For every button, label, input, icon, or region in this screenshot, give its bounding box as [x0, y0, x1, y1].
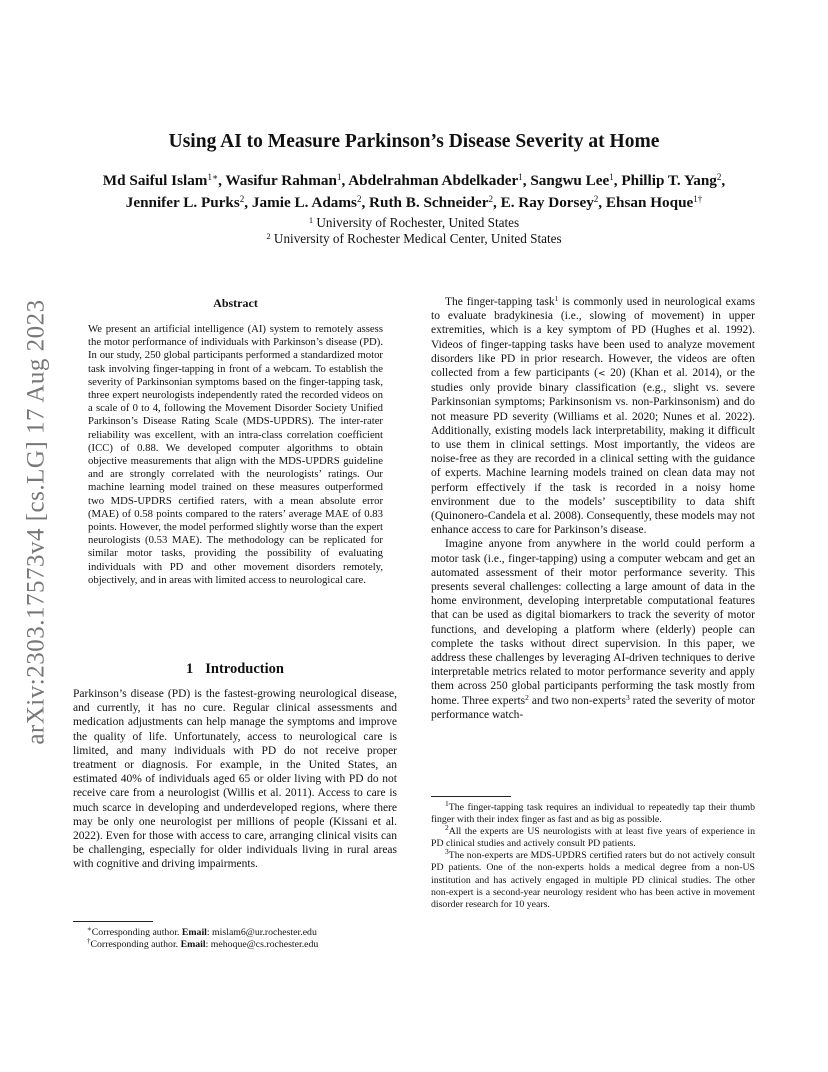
- footnote-text: The finger-tapping task requires an individual to repeatedly tap their thumb finger with their index finger as fast and as big as possible.: [431, 802, 755, 826]
- author-name: Md Saiful Islam: [102, 172, 208, 189]
- section-heading: [73, 660, 397, 678]
- footnote-lead: Corresponding author.: [91, 927, 182, 938]
- footnote-email: : mislam6@ur.rochester.edu: [206, 927, 317, 938]
- body-paragraph: [431, 295, 755, 537]
- section-title: Introduction: [205, 661, 284, 677]
- introduction-section: [73, 660, 397, 872]
- section-number: 1: [186, 661, 194, 677]
- author-name: Ehsan Hoque: [605, 194, 694, 211]
- footnote-mark: 3: [445, 847, 449, 857]
- author-affil-mark: 2: [488, 194, 493, 204]
- author-name: Jennifer L. Purks: [125, 194, 240, 211]
- footnote: [73, 939, 397, 951]
- right-footnotes: [431, 796, 755, 911]
- less-than-symbol: <: [597, 369, 606, 380]
- author-affil-mark: 2: [716, 172, 722, 182]
- body-text: rated the severity of motor performance watch-: [431, 694, 755, 721]
- footnote-mark: 1: [445, 799, 449, 808]
- footnote-ref: 3: [625, 692, 630, 702]
- author-affil-mark: 1: [336, 172, 342, 182]
- author-affil-mark: 2: [239, 194, 245, 204]
- footnote-ref: 1: [554, 294, 559, 303]
- author-list: Md Saiful Islam$^{1∗}$, Wasifur Rahman$^1$, Abdelrahman Abdelkader$^1$, Sangwu Lee$^1$, Phillip T. Yang$^2$, Jennifer L. Purks$^2$, Jamie L. Adams$^2$, Ruth B. Schneider$^2$, E. Ray Dorsey$^2$, Ehsan Hoque$^{1\dagger}$: [102, 172, 726, 211]
- footnote-text: The non-experts are MDS-UPDRS certified raters but do not actively consult PD patients. One of the non-experts holds a medical degree from a non-US institution and has actively engaged in multiple PD clinical studies. The other non-expert is a second-year neurology resident who has been active in movement disorder research for 10 years.: [431, 850, 755, 910]
- affiliation-mark: 1: [308, 215, 314, 225]
- abstract-text: We present an artificial intelligence (AI) system to remotely assess the motor performance of individuals with Parkinson’s disease (PD). In our study, 250 global participants performed a standardized motor task involving finger-tapping in front of a webcam. To establish the severity of Parkinsonian symptoms based on the finger-tapping task, three expert neurologists independently rated the recorded videos on a scale of 0 to 4, following the Movement Disorder Society Unified Parkinson’s Disease Rating Scale (MDS-UPDRS). The inter-rater reliability was excellent, with an intra-class correlation coefficient (ICC) of 0.88. We developed computer algorithms to obtain objective measurements that align with the MDS-UPDRS guideline and are strongly correlated with the neurologists’ ratings. Our machine learning model trained on these measures outperformed two MDS-UPDRS certified raters, with a mean absolute error (MAE) of 0.58 points compared to the raters’ average MAE of 0.83 points. However, the model performed slightly worse than the expert neurologists (0.53 MAE). The methodology can be replicated for similar motor tasks, providing the possibility of evaluating individuals with PD and other movement disorders remotely, objectively, and in areas with limited access to neurological care.: [88, 323, 383, 586]
- body-text: and two non-experts: [528, 694, 626, 707]
- arxiv-identifier: [22, 282, 52, 762]
- right-column: [431, 295, 755, 722]
- footnote-mark: 2: [445, 823, 449, 833]
- author-affil-mark: 1†: [693, 194, 703, 204]
- paper-title: Using AI to Measure Parkinson’s Disease Severity at Home: [168, 131, 660, 152]
- author-name: Wasifur Rahman: [225, 172, 337, 189]
- author-affil-mark: 1: [609, 172, 614, 182]
- footnote: [431, 823, 755, 850]
- body-text: is commonly used in neurological exams to evaluate bradykinesia (i.e., slowing of movement) in upper extremities, which is a key symptom of PD (Hughes et al. 1992). Videos of finger-tapping tasks have been used to analyze movement disorders like PD in prior research. However, the videos are often collected from a few participants (: [431, 296, 755, 380]
- author-name: Sangwu Lee: [530, 172, 610, 189]
- author-name: Phillip T. Yang: [621, 172, 717, 189]
- body-text: 20) (Khan et al. 2014), or the studies only provide binary classification (e.g., slight vs. severe Parkinsonian symptoms; Parkinsonism vs. non-Parkinsonism) and do not measure PD severity (Williams et al. 2020; Nunes et al. 2022). Additionally, existing models lack interpretability, making it difficult to use them in clinical settings. Most importantly, the videos are noise-free as they are recorded in a clinical setting with the guidance of experts. Machine learning models trained on clean data may not perform effectively if the task is recorded in a noisy home environment due to the models’ susceptibility to data shift (Quinonero-Candela et al. 2008). Consequently, these models may not enhance access to care for Parkinson’s disease.: [431, 367, 755, 537]
- abstract-heading: Abstract: [213, 296, 258, 310]
- footnote: [73, 927, 397, 939]
- footnote-label: Email: [181, 927, 207, 938]
- affiliation-mark: 2: [266, 231, 271, 241]
- footnote-mark: †: [87, 937, 91, 946]
- author-name: Ruth B. Schneider: [369, 194, 489, 211]
- affiliation: [60, 215, 768, 231]
- footnote-divider: [73, 921, 153, 922]
- author-name: E. Ray Dorsey: [500, 194, 594, 211]
- affiliation-text: University of Rochester Medical Center, United States: [273, 231, 562, 246]
- footnote-text: All the experts are US neurologists with at least five years of experience in PD clinical studies and actively consult PD patients.: [431, 826, 755, 850]
- footnote-label: Email: [180, 939, 206, 951]
- abstract-section: [88, 296, 383, 587]
- author-affil-mark: 1∗: [207, 172, 219, 182]
- affiliation: [60, 231, 768, 247]
- author-affil-mark: 2: [356, 194, 362, 204]
- arxiv-identifier-text: arXiv:2303.17573v4 [cs.LG] 17 Aug 2023: [23, 299, 50, 745]
- intro-paragraph: Parkinson’s disease (PD) is the fastest-growing neurological disease, and currently, it has no cure. Regular clinical assessments and medication adjustments can help manage the symptoms and improve the quality of life. Unfortunately, access to neurological care is limited, and many individuals with PD do not receive proper treatment or diagnosis. For example, in the United States, an estimated 40% of individuals aged 65 or older living with PD do not receive care from a neurologist (Willis et al. 2011). Access to care is much scarce in developing and underdeveloped regions, where there may be only one neurologist per millions of people (Kissani et al. 2022). Even for those with access to care, arranging clinical visits can be challenging, especially for older individuals living in rural areas with cognitive and driving impairments.: [73, 688, 397, 871]
- footnote-ref: 2: [525, 692, 529, 702]
- author-name: Jamie L. Adams: [251, 194, 357, 211]
- body-paragraph: [431, 537, 755, 722]
- author-affil-mark: 1: [518, 172, 523, 182]
- body-text: The finger-tapping task: [445, 296, 555, 308]
- footnote-lead: Corresponding author.: [90, 939, 181, 951]
- author-affil-mark: 2: [593, 194, 599, 204]
- left-footnotes: [73, 921, 397, 951]
- author-name: Abdelrahman Abdelkader: [348, 172, 519, 189]
- footnote-mark: ∗: [87, 925, 92, 933]
- footnote: [431, 799, 755, 826]
- footnote-email: : mehoque@cs.rochester.edu: [205, 939, 319, 951]
- footnote: [431, 847, 755, 910]
- affiliation-text: University of Rochester, United States: [316, 215, 520, 230]
- body-text: Imagine anyone from anywhere in the world could perform a motor task (i.e., finger-tapping) using a computer webcam and get an automated assessment of their motor performance severity. This presents several challenges: collecting a large amount of data in the home environment, developing interpretable computational features that can be used as digital biomarkers to track the severity of motor functions, and developing a platform where (elderly) people can complete the tasks without direct supervision. In this paper, we address these challenges by leveraging AI-driven techniques to derive interpretable metrics related to motor performance severity and apply them across 250 global participants performing the task mostly from home. Three experts: [431, 538, 755, 707]
- footnote-divider: [431, 796, 511, 797]
